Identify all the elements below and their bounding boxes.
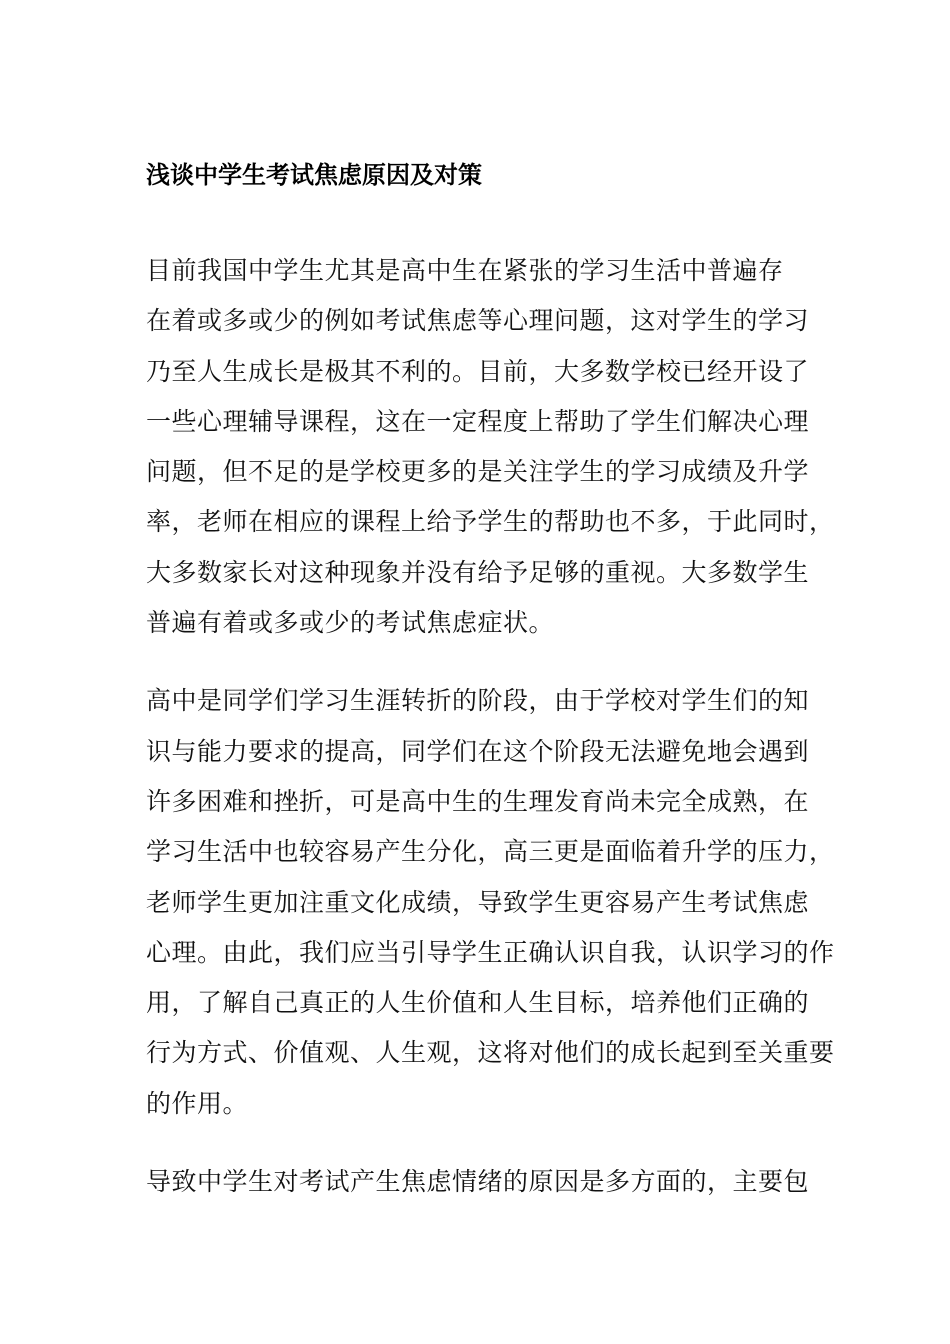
document-title: 浅谈中学生考试焦虑原因及对策	[146, 161, 482, 189]
text-line: 高中是同学们学习生涯转折的阶段，由于学校对学生们的知	[146, 686, 810, 716]
document-body	[146, 246, 835, 1207]
text-line: 大多数家长对这种现象并没有给予足够的重视。大多数学生	[146, 557, 810, 587]
text-line: 在着或多或少的例如考试焦虑等心理问题，这对学生的学习	[146, 306, 810, 336]
text-line: 老师学生更加注重文化成绩，导致学生更容易产生考试焦虑	[146, 887, 810, 917]
text-line: 许多困难和挫折，可是高中生的生理发育尚未完全成熟，在	[146, 786, 810, 816]
text-line: 识与能力要求的提高，同学们在这个阶段无法避免地会遇到	[146, 736, 810, 766]
paragraph-2	[146, 676, 835, 1129]
paragraph-1	[146, 246, 835, 648]
text-line: 一些心理辅导课程，这在一定程度上帮助了学生们解决心理	[146, 406, 810, 436]
document-content	[146, 150, 835, 1207]
text-line: 乃至人生成长是极其不利的。目前，大多数学校已经开设了	[146, 356, 810, 386]
text-line: 目前我国中学生尤其是高中生在紧张的学习生活中普遍存	[146, 256, 784, 285]
text-line: 用，了解自己真正的人生价值和人生目标，培养他们正确的	[146, 988, 810, 1018]
text-line: 率，老师在相应的课程上给予学生的帮助也不多，于此同时，	[146, 507, 835, 537]
text-line: 心理。由此，我们应当引导学生正确认识自我，认识学习的作	[146, 937, 835, 967]
text-line: 普遍有着或多或少的考试焦虑症状。	[146, 608, 555, 638]
text-line: 导致中学生对考试产生焦虑情绪的原因是多方面的，主要包	[146, 1167, 810, 1197]
text-line: 行为方式、价值观、人生观，这将对他们的成长起到至关重要	[146, 1038, 835, 1068]
paragraph-3	[146, 1157, 816, 1207]
text-line: 学习生活中也较容易产生分化，高三更是面临着升学的压力，	[146, 837, 835, 867]
text-line: 问题，但不足的是学校更多的是关注学生的学习成绩及升学	[146, 457, 810, 487]
text-line: 的作用。	[146, 1088, 249, 1118]
